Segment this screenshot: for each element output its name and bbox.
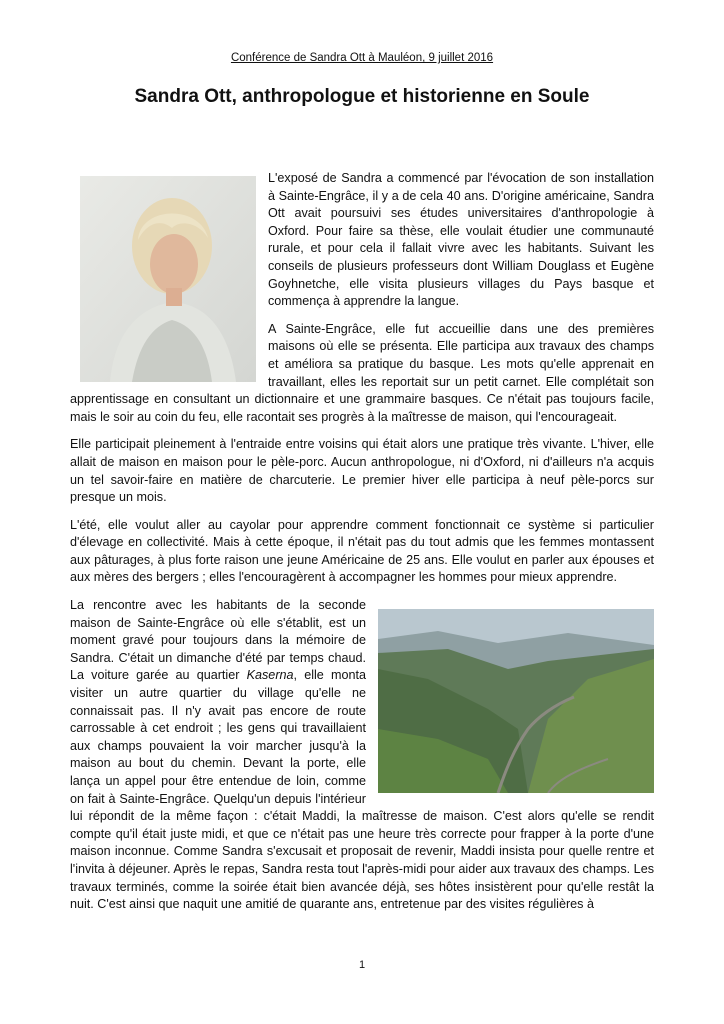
conference-header: Conférence de Sandra Ott à Mauléon, 9 juillet 2016 bbox=[230, 52, 494, 64]
page-title: Sandra Ott, anthropologue et historienne en Soule bbox=[134, 86, 590, 107]
paragraph-3: Elle participait pleinement à l'entraide entre voisins qui était alors une pratique très vivante. L'hiver, elle allait de maison en maison pour le pèle-porc. Aucun anthropologue, ni d'Oxford, ni d'ailleurs n'a acquis un tel savoir-faire en matière de charcuterie. Le premier hiver elle participa à neuf pèle-porcs sur presque un mois. bbox=[70, 437, 654, 505]
article-body bbox=[70, 170, 654, 924]
valley-landscape-photo bbox=[378, 609, 654, 793]
kaserna-term: Kaserna bbox=[246, 668, 294, 683]
paragraph-1: L'exposé de Sandra a commencé par l'évocation de son installation à Sainte-Engrâce, il y a de cela 40 ans. D'origine américaine, Sandra Ott avait poursuivi ses études universitaires d'anthropologie à Oxford. Pour faire sa thèse, elle voulait étudier une communauté rurale, et pour cela il fallait vivre avec les habitants. Suivant les conseils de plusieurs professeurs dont William Douglass et Eugène Goyhnetche, elle visita plusieurs villages du Pays basque et commença à apprendre la langue. bbox=[268, 171, 654, 309]
page-number: 1 bbox=[358, 959, 366, 971]
portrait-photo bbox=[80, 176, 256, 382]
paragraph-5-end: , elle monta visiter un autre quartier du village qu'elle ne connaissait pas. Il n'y avait pas encore de route carrossable à cet endroit ; les gens qui travaillaient aux champs pouvaient la voir marcher jusqu'à la maison au bout du chemin. Devant la porte, elle lança un appel pour être entendue de loin, comme on fait à Sainte-Engrâce. Quelqu'un depuis l'intérieur lui répondit de la même façon : c'était Maddi, la maîtresse de maison. C'est alors qu'elle se rendit compte qu'il était juste midi, et que ce n'était pas une heure très correcte pour frapper à la porte d'une maison inconnue. Comme Sandra s'excusait et proposait de revenir, Maddi insista pour quelle rentre et l'invita à déjeuner. Après le repas, Sandra resta tout l'après-midi pour aider aux travaux des champs. Les travaux terminés, comme la soirée était bien avancée déjà, ses hôtes insistèrent pour qu'elle restât la nuit. C'est ainsi que naquit une amitié de quarante ans, entretenue par des visites régulières à bbox=[70, 668, 654, 912]
paragraph-2: A Sainte-Engrâce, elle fut accueillie dans une des premières maisons où elle se présenta. Elle participa aux travaux des champs et améliora sa pratique du basque. Les mots qu'elle apprenait en travaillant, elles les reportait sur un petit carnet. Elle complétait son apprentissage en consultant un dictionnaire et une grammaire basques. Ce n'était pas toujours facile, mais le soir au coin du feu, elle racontait ses progrès à la maîtresse de maison, qui l'encourageait. bbox=[70, 321, 654, 424]
paragraph-5-start: La rencontre avec les habitants de la seconde maison de Sainte-Engrâce où elle s'établit, est un moment gravé pour toujours dans la mémoire de Sandra. C'était un dimanche d'été par temps chaud. La voiture garée au quartier bbox=[70, 598, 366, 683]
paragraph-4: L'été, elle voulut aller au cayolar pour apprendre comment fonctionnait ce système si particulier d'élevage en collectivité. Mais à cette époque, il n'était pas du tout admis que les femmes montassent aux pâturages, à plus forte raison une jeune Américaine de 25 ans. Elle voulut en parler aux épouses et aux mères des bergers ; elles l'encouragèrent à accompagner les hommes pour mieux apprendre. bbox=[70, 517, 654, 585]
